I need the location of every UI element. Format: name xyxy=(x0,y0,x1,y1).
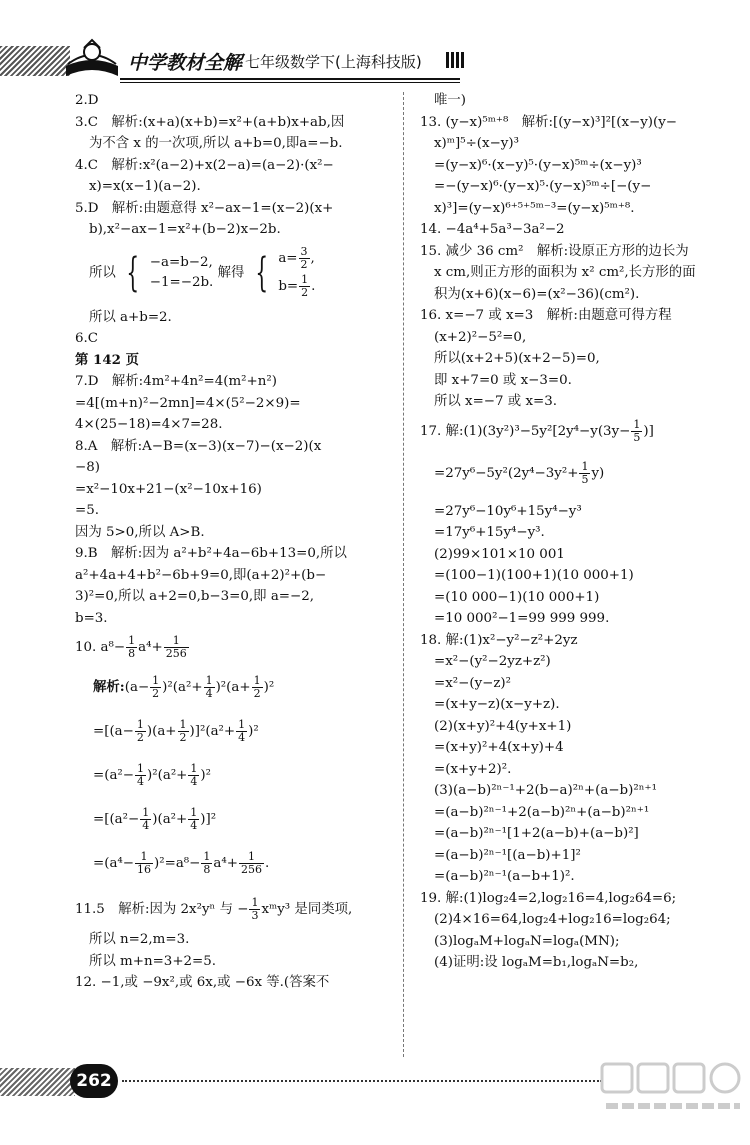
text: )²(a²+ xyxy=(147,768,188,783)
column-divider xyxy=(403,92,404,1057)
answer-line: (x+2)²−5²=0, xyxy=(434,329,527,345)
answer-line: 所以 a+b=2. xyxy=(89,309,172,325)
answer-line: 5.D 解析:由题意得 x²−ax−1=(x−2)(x+ xyxy=(75,200,334,216)
brand-title: 中学教材全解 xyxy=(128,52,243,74)
text: a⁴+ xyxy=(213,856,238,871)
answer-line: 8.A 解析:A−B=(x−3)(x−7)−(x−2)(x xyxy=(75,438,322,454)
text: 17. 解:(1)(3y²)³−5y²[2y⁴−y(3y− xyxy=(420,423,631,439)
answer-line: =(y−x)⁶·(x−y)⁵·(y−x)⁵ᵐ÷(x−y)³ xyxy=(434,157,642,173)
page-header xyxy=(0,28,750,88)
numerator: 1 xyxy=(137,762,145,775)
answer-line: 3.C 解析:(x+a)(x+b)=x²+(a+b)x+ab,因 xyxy=(75,114,345,130)
text: )(a²+ xyxy=(152,812,188,827)
denominator: 8 xyxy=(128,647,136,660)
text: )² xyxy=(200,768,211,783)
text: y) xyxy=(591,465,605,481)
answer-line xyxy=(420,461,740,501)
page-number: 262 xyxy=(70,1064,118,1098)
header-stripe xyxy=(0,46,70,76)
answer-line: (2)(x+y)²+4(y+x+1) xyxy=(434,718,572,734)
fraction xyxy=(239,851,264,876)
numerator: 1 xyxy=(581,459,589,473)
fraction xyxy=(631,419,642,444)
footer-stripe xyxy=(0,1068,75,1096)
denominator: 256 xyxy=(240,863,262,876)
text: 解析: xyxy=(93,679,125,695)
page-footer xyxy=(0,1058,750,1118)
denominator: 5 xyxy=(633,430,641,444)
text: )² xyxy=(263,680,275,695)
numerator: 1 xyxy=(251,896,259,909)
fraction xyxy=(140,807,151,832)
denominator: 5 xyxy=(581,472,589,486)
answer-line: =(10 000−1)(10 000+1) xyxy=(434,589,600,605)
answer-line: x)³]=(y−x)⁶⁺⁵⁺⁵ᵐ⁻³=(y−x)⁵ᵐ⁺⁸. xyxy=(434,200,635,216)
answer-line: 4.C 解析:x²(a−2)+x(2−a)=(a−2)·(x²− xyxy=(75,157,334,173)
text: =[(a²− xyxy=(93,812,140,827)
text: )]²(a²+ xyxy=(189,724,236,739)
fraction xyxy=(201,851,212,876)
answer-line: (3)logₐM+logₐN=logₐ(MN); xyxy=(434,933,620,949)
text: 11.5 解析:因为 2x²yⁿ 与 − xyxy=(75,902,249,917)
fraction xyxy=(135,851,153,876)
answer-line: 7.D 解析:4m²+4n²=4(m²+n²) xyxy=(75,374,277,389)
text: )²(a+ xyxy=(215,680,251,695)
answer-line: =x²−(y−z)² xyxy=(434,675,512,691)
right-column xyxy=(420,90,740,974)
numerator: 3 xyxy=(300,244,308,258)
answer-line: =17y⁶+15y⁴−y³. xyxy=(434,525,545,540)
equation: −a=b−2, xyxy=(149,254,213,270)
fraction xyxy=(135,719,146,744)
answer-line: =27y⁶−10y⁶+15y⁴−y³ xyxy=(434,503,582,519)
numerator: 1 xyxy=(179,718,187,731)
text: a⁴+ xyxy=(138,640,163,655)
denominator: 16 xyxy=(137,863,152,876)
header-rule xyxy=(120,78,460,80)
denominator: 4 xyxy=(238,731,246,744)
denominator: 3 xyxy=(251,909,259,922)
denominator: 4 xyxy=(142,819,150,832)
denominator: 2 xyxy=(253,687,261,700)
denominator: 2 xyxy=(179,731,187,744)
answer-line: 16. x=−7 或 x=3 解析:由题意可得方程 xyxy=(420,308,672,323)
numerator: 1 xyxy=(253,674,261,687)
answer-line: 14. −4a⁴+5a³−3a²−2 xyxy=(420,222,565,237)
numerator: 1 xyxy=(239,851,264,864)
answer-line: b),x²−ax−1=x²+(b−2)x−2b. xyxy=(89,222,281,237)
left-brace: { xyxy=(126,249,140,296)
answer-line: =(x+y)²+4(x+y)+4 xyxy=(434,740,564,755)
answer-line: 因为 5>0,所以 A>B. xyxy=(75,524,205,540)
numerator: 1 xyxy=(164,635,189,648)
solution: b= $\frac{1}{2}$ . xyxy=(278,272,316,299)
text: )(a+ xyxy=(146,724,177,739)
answer-line: x cm,则正方形的面积为 x² cm²,长方形的面 xyxy=(434,265,696,280)
numerator: 1 xyxy=(633,417,641,431)
answer-line: 9.B 解析:因为 a²+b²+4a−6b+13=0,所以 xyxy=(75,546,347,561)
answer-line: =x²−(y²−2yz+z²) xyxy=(434,654,551,669)
denominator: 8 xyxy=(203,863,211,876)
denominator: 2 xyxy=(152,687,160,700)
denominator: 4 xyxy=(205,687,213,700)
fraction xyxy=(299,274,310,299)
text: )]² xyxy=(200,812,217,827)
answer-line: 6.C xyxy=(75,331,99,346)
text: )²=a⁸− xyxy=(154,856,201,871)
text: b= xyxy=(278,278,299,294)
answer-line: 2.D xyxy=(75,93,99,108)
solution: a= $\frac{3}{2}$ , xyxy=(278,244,315,271)
fraction xyxy=(150,675,161,700)
answer-line: −8) xyxy=(75,460,100,475)
text: 所以 xyxy=(89,264,116,280)
numerator: 1 xyxy=(152,674,160,687)
numerator: 1 xyxy=(142,806,150,819)
answer-line: 即 x+7=0 或 x−3=0. xyxy=(434,372,572,388)
answer-line: x)=x(x−1)(a−2). xyxy=(89,179,201,194)
watermark-logo xyxy=(600,1058,745,1118)
header-rule-thin xyxy=(120,82,460,83)
numerator: 1 xyxy=(190,762,198,775)
equation-system xyxy=(75,241,395,307)
text: 解得 xyxy=(217,264,245,280)
answer-line: 唯一) xyxy=(434,93,467,108)
answer-line: =4[(m+n)²−2mn]=4×(5²−2×9)= xyxy=(75,395,301,411)
answer-line: (3)(a−b)²ⁿ⁻¹+2(b−a)²ⁿ+(a−b)²ⁿ⁺¹ xyxy=(434,783,657,798)
barcode-decoration xyxy=(446,52,464,68)
answer-line: (2)4×16=64,log₂4+log₂16=log₂64; xyxy=(434,912,671,927)
answer-line: =(a−b)²ⁿ⁻¹[1+2(a−b)+(a−b)²] xyxy=(434,826,639,841)
answer-line: 13. (y−x)⁵ᵐ⁺⁸ 解析:[(y−x)³]²[(x−y)(y− xyxy=(420,114,678,130)
text: . xyxy=(264,856,270,871)
text: )² xyxy=(248,724,259,739)
denominator: 4 xyxy=(137,775,145,788)
text: )] xyxy=(643,423,654,439)
text: xᵐy³ 是同类项, xyxy=(261,902,353,917)
book-logo-icon xyxy=(62,36,122,82)
answer-line: =(a−b)²ⁿ⁻¹[(a−b)+1]² xyxy=(434,847,581,863)
numerator: 1 xyxy=(128,634,136,647)
text: 10. a⁸− xyxy=(75,640,126,655)
fraction xyxy=(252,675,263,700)
text: a= xyxy=(278,250,298,266)
answer-line: 3)²=0,所以 a+2=0,b−3=0,即 a=−2, xyxy=(75,589,315,604)
fraction xyxy=(126,635,137,660)
equation: −1=−2b. xyxy=(149,274,214,290)
answer-line xyxy=(75,629,395,669)
answer-line: 所以 x=−7 或 x=3. xyxy=(434,394,558,409)
answer-line: =x²−10x+21−(x²−10x+16) xyxy=(75,481,262,497)
numerator: 1 xyxy=(205,674,213,687)
answer-line: =(a−b)²ⁿ⁻¹(a−b+1)². xyxy=(434,869,575,884)
book-subtitle: 七年级数学下(上海科技版) xyxy=(245,53,422,71)
text: )²(a²+ xyxy=(162,680,203,695)
fraction xyxy=(188,807,199,832)
system-solutions xyxy=(278,245,315,301)
answer-line xyxy=(75,669,395,719)
answer-line: x)ᵐ]⁵÷(x−y)³ xyxy=(434,136,519,151)
fraction xyxy=(204,675,215,700)
answer-line: b=3. xyxy=(75,610,108,626)
fraction xyxy=(164,635,189,660)
denominator: 2 xyxy=(301,285,309,299)
fraction xyxy=(188,763,199,788)
answer-line: =5. xyxy=(75,503,99,518)
answer-line: 积为(x+6)(x−6)=(x²−36)(cm²). xyxy=(434,286,640,302)
text: =27y⁶−5y²(2y⁴−3y²+ xyxy=(434,465,579,481)
numerator: 1 xyxy=(135,851,153,864)
left-brace: { xyxy=(254,249,268,296)
answer-line: 所以(x+2+5)(x+2−5)=0, xyxy=(434,351,600,366)
answer-line: =(100−1)(100+1)(10 000+1) xyxy=(434,568,634,583)
numerator: 1 xyxy=(203,850,211,863)
fraction xyxy=(579,461,590,486)
answer-line xyxy=(75,851,395,895)
denominator: 4 xyxy=(190,775,198,788)
answer-line: =(a−b)²ⁿ⁻¹+2(a−b)²ⁿ+(a−b)²ⁿ⁺¹ xyxy=(434,804,650,820)
text: =[(a− xyxy=(93,724,134,739)
text: =(a²− xyxy=(93,768,135,783)
answer-line: 为不含 x 的一次项,所以 a+b=0,即a=−b. xyxy=(89,136,343,151)
numerator: 1 xyxy=(190,806,198,819)
answer-line xyxy=(420,413,740,461)
left-column xyxy=(75,90,395,994)
answer-line: 19. 解:(1)log₂4=2,log₂16=4,log₂64=6; xyxy=(420,890,677,906)
denominator: 256 xyxy=(165,647,187,660)
answer-line: =(x+y+2)². xyxy=(434,761,512,777)
text: =(a⁴− xyxy=(93,856,135,871)
fraction xyxy=(236,719,247,744)
answer-line: 所以 m+n=3+2=5. xyxy=(89,953,217,969)
text: (a− xyxy=(124,680,150,695)
numerator: 1 xyxy=(238,718,246,731)
denominator: 2 xyxy=(136,731,144,744)
answer-line: 所以 n=2,m=3. xyxy=(89,932,190,947)
answer-line: =−(y−x)⁶·(y−x)⁵·(y−x)⁵ᵐ÷[−(y− xyxy=(434,179,652,194)
answer-line: =(x+y−z)(x−y+z). xyxy=(434,697,560,712)
fraction xyxy=(249,897,260,922)
fraction xyxy=(299,246,310,271)
answer-line: 18. 解:(1)x²−y²−z²+2yz xyxy=(420,632,578,648)
answer-line xyxy=(75,895,395,929)
denominator: 4 xyxy=(190,819,198,832)
answer-line: =10 000²−1=99 999 999. xyxy=(434,611,610,626)
answer-line: 12. −1,或 −9x²,或 6x,或 −6x 等.(答案不 xyxy=(75,975,330,990)
answer-line xyxy=(75,763,395,807)
page-section-title: 第 142 页 xyxy=(75,351,140,368)
answer-line xyxy=(75,807,395,851)
system-equations xyxy=(150,253,214,293)
answer-line: a²+4a+4+b²−6b+9=0,即(a+2)²+(b− xyxy=(75,567,327,583)
fraction xyxy=(178,719,189,744)
answer-line: (4)证明:设 logₐM=b₁,logₐN=b₂, xyxy=(434,955,639,970)
answer-line: 15. 减少 36 cm² 解析:设原正方形的边长为 xyxy=(420,243,689,259)
answer-line: 4×(25−18)=4×7=28. xyxy=(75,417,223,432)
answer-line: (2)99×101×10 001 xyxy=(434,546,565,562)
denominator: 2 xyxy=(300,257,308,271)
numerator: 1 xyxy=(301,272,309,286)
fraction xyxy=(135,763,146,788)
footer-dotted-rule xyxy=(122,1080,602,1082)
answer-line xyxy=(75,719,395,763)
numerator: 1 xyxy=(136,718,144,731)
